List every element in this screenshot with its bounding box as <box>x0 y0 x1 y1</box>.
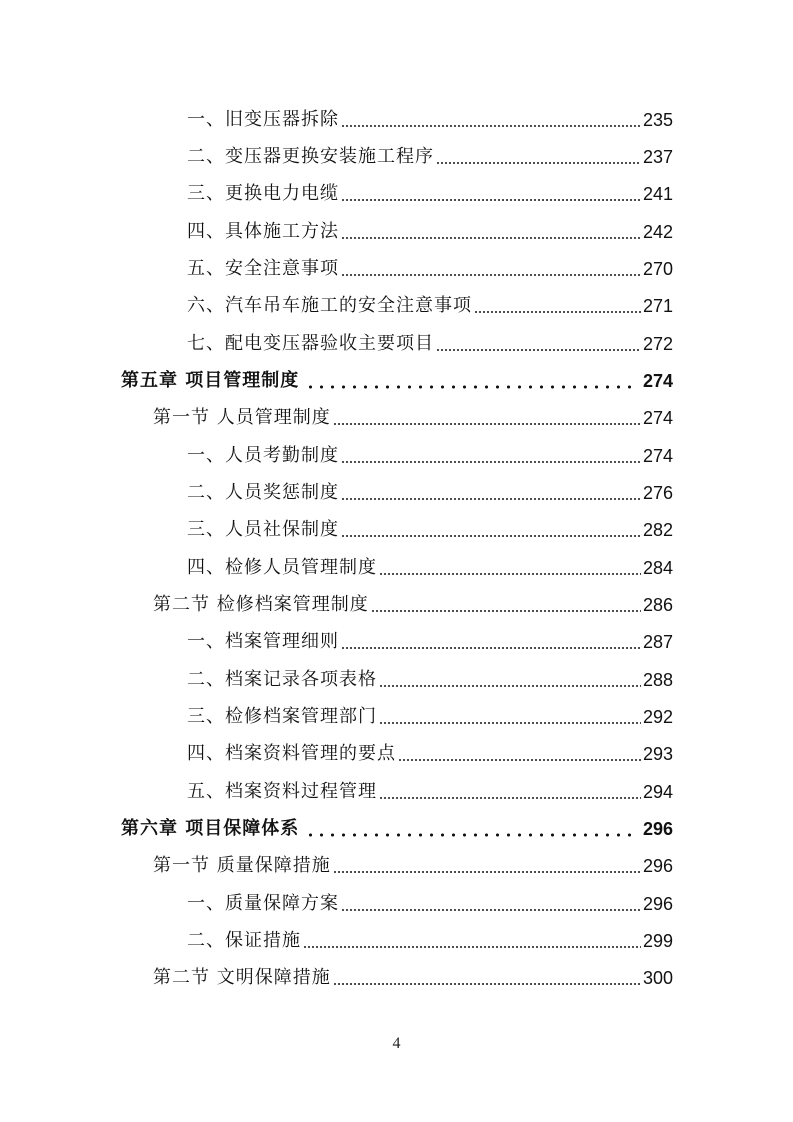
toc-entry-page: 276 <box>642 482 673 503</box>
dot-leader <box>436 348 641 352</box>
dot-leader <box>398 758 641 762</box>
toc-entry-page: 270 <box>642 258 673 279</box>
toc-entry-page: 271 <box>642 296 673 317</box>
toc-entry-title: 二、保证措施 <box>187 929 301 951</box>
dot-leader <box>303 945 641 949</box>
dot-leader <box>379 721 641 725</box>
toc-entry-title: 第五章 项目管理制度 <box>121 369 300 391</box>
toc-entry-title: 二、变压器更换安装施工程序 <box>187 145 434 167</box>
toc-entry-title: 二、档案记录各项表格 <box>187 668 377 690</box>
toc-entry-title: 一、质量保障方案 <box>187 892 339 914</box>
toc-entry-title: 三、检修档案管理部门 <box>187 705 377 727</box>
toc-entry[interactable] <box>0 512 673 549</box>
dot-leader <box>341 273 641 277</box>
dot-leader <box>371 609 641 613</box>
toc-entry-page: 296 <box>642 893 673 914</box>
toc-entry[interactable] <box>0 885 673 922</box>
toc-entry-page: 274 <box>642 370 673 391</box>
dot-leader <box>474 310 641 314</box>
toc-entry[interactable] <box>0 661 673 698</box>
toc-entry[interactable] <box>0 474 673 511</box>
toc-entry-title: 三、更换电力电缆 <box>187 183 339 205</box>
toc-entry-page: 287 <box>642 632 673 653</box>
dot-leader <box>379 572 641 576</box>
dot-leader <box>333 870 641 874</box>
toc-entry-page: 300 <box>642 968 673 989</box>
toc-entry[interactable] <box>0 138 673 175</box>
dot-leader <box>379 684 641 688</box>
toc-entry-title: 二、人员奖惩制度 <box>187 481 339 503</box>
toc-entry-page: 288 <box>642 669 673 690</box>
dot-leader <box>305 385 639 389</box>
dot-leader <box>341 236 641 240</box>
toc-entry-title: 五、安全注意事项 <box>187 257 339 279</box>
dot-leader <box>341 198 641 202</box>
toc-chapter-entry[interactable] <box>0 362 673 399</box>
toc-section-entry[interactable] <box>0 960 673 997</box>
toc-entry-title: 第二节 检修档案管理制度 <box>153 593 369 615</box>
toc-entry-page: 293 <box>642 744 673 765</box>
toc-entry-page: 274 <box>642 408 673 429</box>
toc-entry[interactable] <box>0 101 673 138</box>
toc-entry-page: 292 <box>642 706 673 727</box>
toc-entry-title: 四、档案资料管理的要点 <box>187 743 396 765</box>
toc-entry-page: 235 <box>642 109 673 130</box>
toc-entry[interactable] <box>0 250 673 287</box>
toc-entry-page: 242 <box>642 221 673 242</box>
dot-leader <box>341 534 641 538</box>
toc-entry-page: 282 <box>642 520 673 541</box>
toc-section-entry[interactable] <box>0 400 673 437</box>
toc-entry[interactable] <box>0 549 673 586</box>
dot-leader <box>341 908 641 912</box>
toc-entry-title: 三、人员社保制度 <box>187 519 339 541</box>
toc-entry[interactable] <box>0 325 673 362</box>
toc-entry-title: 第一节 质量保障措施 <box>153 855 331 877</box>
toc-entry-page: 284 <box>642 557 673 578</box>
dot-leader <box>341 460 641 464</box>
toc-entry[interactable] <box>0 773 673 810</box>
toc-entry-page: 286 <box>642 594 673 615</box>
toc-entry-page: 299 <box>642 930 673 951</box>
toc-entry-title: 七、配电变压器验收主要项目 <box>187 332 434 354</box>
toc-section-entry[interactable] <box>0 586 673 623</box>
toc-entry[interactable] <box>0 176 673 213</box>
toc-entry-title: 五、档案资料过程管理 <box>187 780 377 802</box>
toc-entry-page: 272 <box>642 333 673 354</box>
toc-entry-page: 294 <box>642 781 673 802</box>
toc-entry-title: 第一节 人员管理制度 <box>153 407 331 429</box>
dot-leader <box>333 982 641 986</box>
dot-leader <box>436 161 641 165</box>
toc-entry-title: 第六章 项目保障体系 <box>121 817 300 839</box>
toc-entry-page: 241 <box>642 184 673 205</box>
dot-leader <box>341 497 641 501</box>
toc-entry[interactable] <box>0 624 673 661</box>
toc-entry[interactable] <box>0 288 673 325</box>
toc-entry-page: 296 <box>642 856 673 877</box>
toc-entry-title: 一、旧变压器拆除 <box>187 108 339 130</box>
table-of-contents <box>0 101 793 997</box>
toc-entry[interactable] <box>0 698 673 735</box>
toc-chapter-entry[interactable] <box>0 810 673 847</box>
page-number: 4 <box>392 1035 401 1052</box>
toc-entry-page: 296 <box>642 818 673 839</box>
dot-leader <box>333 422 641 426</box>
toc-entry-page: 274 <box>642 445 673 466</box>
toc-entry[interactable] <box>0 437 673 474</box>
toc-entry[interactable] <box>0 213 673 250</box>
toc-entry[interactable] <box>0 922 673 959</box>
toc-entry-title: 四、检修人员管理制度 <box>187 556 377 578</box>
toc-entry-page: 237 <box>642 146 673 167</box>
toc-entry-title: 一、人员考勤制度 <box>187 444 339 466</box>
toc-entry[interactable] <box>0 736 673 773</box>
dot-leader <box>379 796 641 800</box>
toc-entry-title: 第二节 文明保障措施 <box>153 967 331 989</box>
toc-entry-title: 四、具体施工方法 <box>187 220 339 242</box>
toc-section-entry[interactable] <box>0 848 673 885</box>
toc-entry-title: 一、档案管理细则 <box>187 631 339 653</box>
dot-leader <box>341 646 641 650</box>
toc-entry-title: 六、汽车吊车施工的安全注意事项 <box>187 295 472 317</box>
dot-leader <box>305 833 639 837</box>
dot-leader <box>341 124 641 128</box>
